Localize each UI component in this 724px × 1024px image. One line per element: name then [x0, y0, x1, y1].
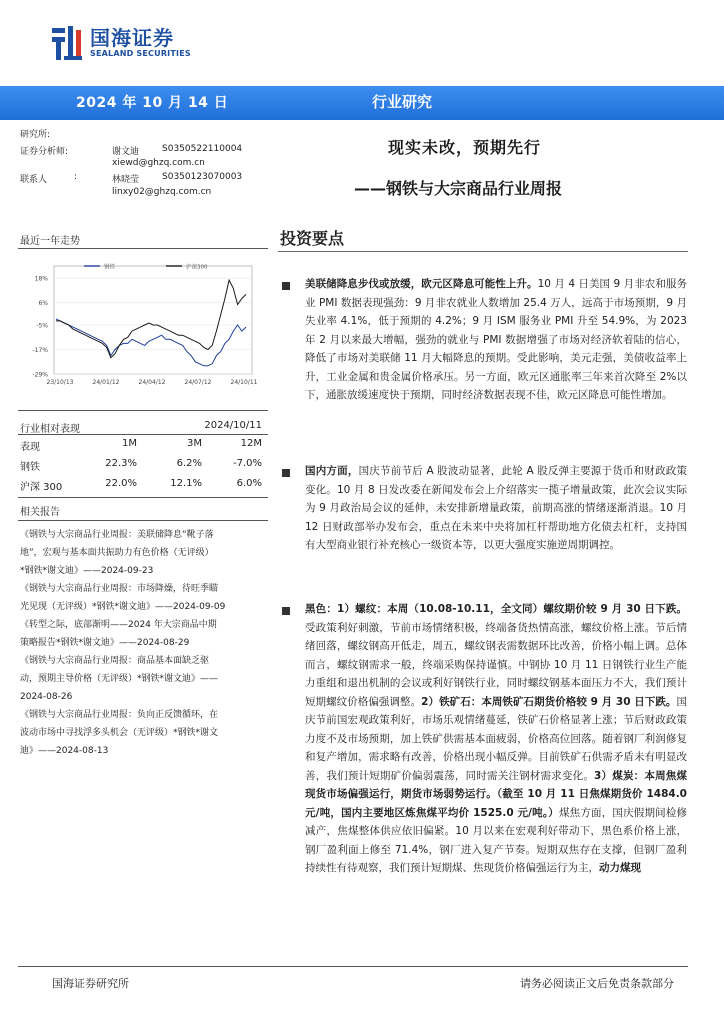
- related-report-line[interactable]: 地”，宏观与基本面共振助力有色价格（无评级）: [20, 548, 214, 558]
- invest-section-title: 投资要点: [280, 229, 345, 248]
- related-label: 相关报告: [20, 507, 60, 518]
- related-report-line[interactable]: 迪》——2024-08-13: [20, 746, 109, 756]
- report-title: 现实未改，预期先行: [388, 138, 542, 157]
- logo-mark-icon: [50, 24, 84, 62]
- paragraph-macro: [305, 275, 687, 405]
- report-date: 2024 年 10 月 14 日: [76, 95, 229, 111]
- trend-label: 最近一年走势: [20, 236, 80, 247]
- divider: [18, 497, 268, 498]
- y-tick-label: -29%: [32, 371, 48, 379]
- analyst-name: 谢文迪: [112, 147, 140, 157]
- series-line-1: [56, 280, 246, 358]
- related-report-line[interactable]: 光见现（无评级）*钢铁*谢文迪》——2024-09-09: [20, 602, 226, 612]
- paragraph-body: 受政策利好刺激，节前市场情绪积极，终端备货热情高涨，螺纹价格上涨。节后情绪回落，螺纹钢高开低走，周五，螺纹钢表需数据环比改善，价格小幅上调。总体而言，螺纹钢需求一般，终端采购保持谨慎。中钢协 10 月 11 日钢铁行业生产能力重组和退出机制的会议或利好钢铁行业，同时螺纹钢基本面压力不大，我们预计短期螺纹价格偏强调整。: [305, 621, 687, 708]
- legend-label: 沪深300: [186, 264, 208, 271]
- divider: [18, 434, 268, 435]
- paragraph-body: 国庆节前节后 A 股波动显著，此轮 A 股反弹主要源于货币和财政政策变化。10 月 8 日发改委在新闻发布会上介绍落实一揽子增量政策，此次会议实际为 9 月政治局会议的延伸，未安排新增量政策，前期高涨的情绪逐渐消退。10 月 12 日财政部举办发布会，重点在未来中央将加杠杆帮助地方化债去杠杆，支持国有大型商业银行补充核心一级资本等，以更大强度实施逆周期调控。: [305, 465, 688, 551]
- paragraph-lead: 美联储降息步伐或放缓，欧元区降息可能性上升。: [305, 278, 538, 290]
- related-report-line[interactable]: *钢铁*谢文迪》——2024-09-23: [20, 566, 154, 576]
- x-tick-label: 23/10/13: [46, 379, 74, 386]
- table-header-cell: 表现: [20, 442, 40, 453]
- related-report-line[interactable]: 策略报告*钢铁*谢文迪》——2024-08-29: [20, 638, 190, 648]
- y-tick-label: -17%: [32, 347, 48, 355]
- table-cell: -7.0%: [232, 458, 262, 469]
- contact-colon: :: [74, 172, 78, 182]
- table-cell: 12.1%: [170, 478, 202, 489]
- bullet-icon: [282, 607, 290, 615]
- table-header-cell: 1M: [122, 438, 137, 449]
- related-report-line[interactable]: 2024-08-26: [20, 692, 73, 702]
- trend-chart: [20, 262, 260, 388]
- paragraph-body: 10 月 4 日美国 9 月非农和服务业 PMI 数据表现强劲：9 月非农就业人数增加 25.4 万人，远高于市场预期，9 月失业率 4.1%，低于预期的 4.2%；9 月 ISM 服务业 PMI 升至 54.9%，为 2023 年 2 月以来最大增幅，强劲的就业与 PMI 数据增强了市场对经济软着陆的信心，降低了市场对美联储 11 月大幅降息的预期。受此影响，美元走强，美债收益率上升，工业金属和贵金属价格承压。另一方面，欧元区通胀率三年来首次降至 2%以下，通胀放缓速度快于预期，同时经济数据表现不佳，欧元区降息可能性增加。: [305, 278, 687, 401]
- y-tick-label: 6%: [38, 300, 48, 308]
- legend-label: 钢铁: [104, 264, 116, 271]
- paragraph-lead: 动力煤现: [599, 862, 641, 874]
- bullet-icon: [282, 469, 290, 477]
- related-report-line[interactable]: 《钢铁与大宗商品行业周报：市场降燥，待旺季瞄: [20, 584, 219, 594]
- paragraph-body: 煤焦方面，国庆假期间检修减产，焦煤整体供应依旧偏紧。10 月以来在宏观利好带动下，黑色系价格上涨，钢厂盈利面上修至 71.4%，钢厂进入复产节奏。短期双焦存在支撑，但钢厂盈利持续性有待观察，我们预计短期煤、焦现货价格偏强运行为主，: [305, 806, 688, 874]
- x-tick-label: 24/07/12: [184, 379, 212, 386]
- x-tick-label: 24/01/12: [92, 379, 120, 386]
- related-report-line[interactable]: 动，预期主导价格（无评级）*钢铁*谢文迪》——: [20, 674, 219, 684]
- paragraph-lead: 黑色：1）螺纹：本周（10.08-10.11，全文同）螺纹期价较 9 月 30 日下跌。: [305, 603, 687, 615]
- performance-label: 行业相对表现: [20, 424, 80, 435]
- analyst-role: 证券分析师:: [20, 147, 69, 157]
- table-cell: 钢铁: [20, 462, 40, 473]
- x-tick-label: 24/04/12: [138, 379, 166, 386]
- report-type: 行业研究: [372, 93, 433, 111]
- contact-email[interactable]: linxy02@ghzq.com.cn: [112, 187, 212, 197]
- y-tick-label: 18%: [34, 275, 48, 283]
- y-tick-label: -5%: [36, 322, 48, 330]
- bullet-icon: [282, 282, 290, 290]
- table-header-cell: 12M: [240, 438, 262, 449]
- report-subtitle: ——钢铁与大宗商品行业周报: [354, 179, 563, 198]
- header-banner: [0, 86, 724, 120]
- table-row: [20, 478, 262, 496]
- table-cell: 22.3%: [105, 458, 137, 469]
- paragraph-domestic: [305, 462, 687, 555]
- related-report-line[interactable]: 《钢铁与大宗商品行业周报：美联储降息“靴子落: [20, 530, 214, 540]
- chart-frame: [54, 266, 252, 374]
- performance-table-head: [20, 438, 262, 456]
- footer-institute: 国海证券研究所: [52, 977, 129, 990]
- x-tick-label: 24/10/11: [230, 379, 258, 386]
- table-cell: 6.2%: [176, 458, 202, 469]
- divider: [18, 248, 268, 249]
- brand-name-en: SEALAND SECURITIES: [90, 49, 191, 58]
- performance-date: 2024/10/11: [204, 420, 262, 431]
- related-report-list: [20, 526, 268, 760]
- footer-divider: [18, 966, 688, 967]
- paragraph-lead: 2）铁矿石：本周铁矿石期货价格较 9 月 30 日下跌。: [421, 695, 677, 708]
- table-cell: 6.0%: [236, 478, 262, 489]
- table-header-cell: 3M: [187, 438, 202, 449]
- divider: [278, 251, 688, 252]
- analyst-id: S0350522110004: [162, 144, 243, 154]
- footer-disclaimer[interactable]: 请务必阅读正文后免责条款部分: [520, 977, 674, 990]
- paragraph-lead: 国内方面，: [305, 465, 359, 477]
- contact-role: 联系人: [20, 175, 48, 185]
- divider: [18, 410, 268, 411]
- table-cell: 沪深 300: [20, 482, 63, 493]
- paragraph-lead: 3）煤炭：本周焦煤现货市场偏强运行，期货市场弱势运行。（截至 10 月 11 日焦煤期货价 1484.0 元/吨，国内主要地区炼焦煤平均价 1525.0 元/吨。）: [305, 769, 687, 819]
- table-cell: 22.0%: [105, 478, 137, 489]
- related-report-line[interactable]: 《钢铁与大宗商品行业周报：商品基本面缺乏驱: [20, 656, 210, 666]
- analyst-email[interactable]: xiewd@ghzq.com.cn: [112, 158, 205, 168]
- related-report-line[interactable]: 《转型之际，底部渐明——2024 年大宗商品中期: [20, 620, 217, 630]
- related-report-line[interactable]: 《钢铁与大宗商品行业周报：负向正反馈循环，在: [20, 710, 219, 720]
- contact-id: S0350123070003: [162, 172, 243, 182]
- brand-name-cn: 国海证券: [90, 26, 174, 50]
- contact-name: 林晓莹: [112, 175, 140, 185]
- divider: [18, 520, 268, 521]
- paragraph-black: [305, 600, 687, 878]
- paragraph-body: 国庆节前国宏观政策利好，市场乐观情绪蔓延，铁矿石价格显著上涨；节后财政政策力度不及市场预期，加上铁矿供需基本面疲弱，价格高位回落。随着钢厂利润修复和复产增加，需求略有改善，价格出现小幅反弹。目前铁矿石供需矛盾未有明显改善，我们预计短期矿价偏弱震荡，同时需关注钢材需求变化。: [305, 695, 687, 782]
- analyst-header: 研究所:: [20, 130, 51, 140]
- table-row: [20, 458, 262, 476]
- related-report-line[interactable]: 波动市场中寻找浮多头机会（无评级）*钢铁*谢文: [20, 728, 219, 738]
